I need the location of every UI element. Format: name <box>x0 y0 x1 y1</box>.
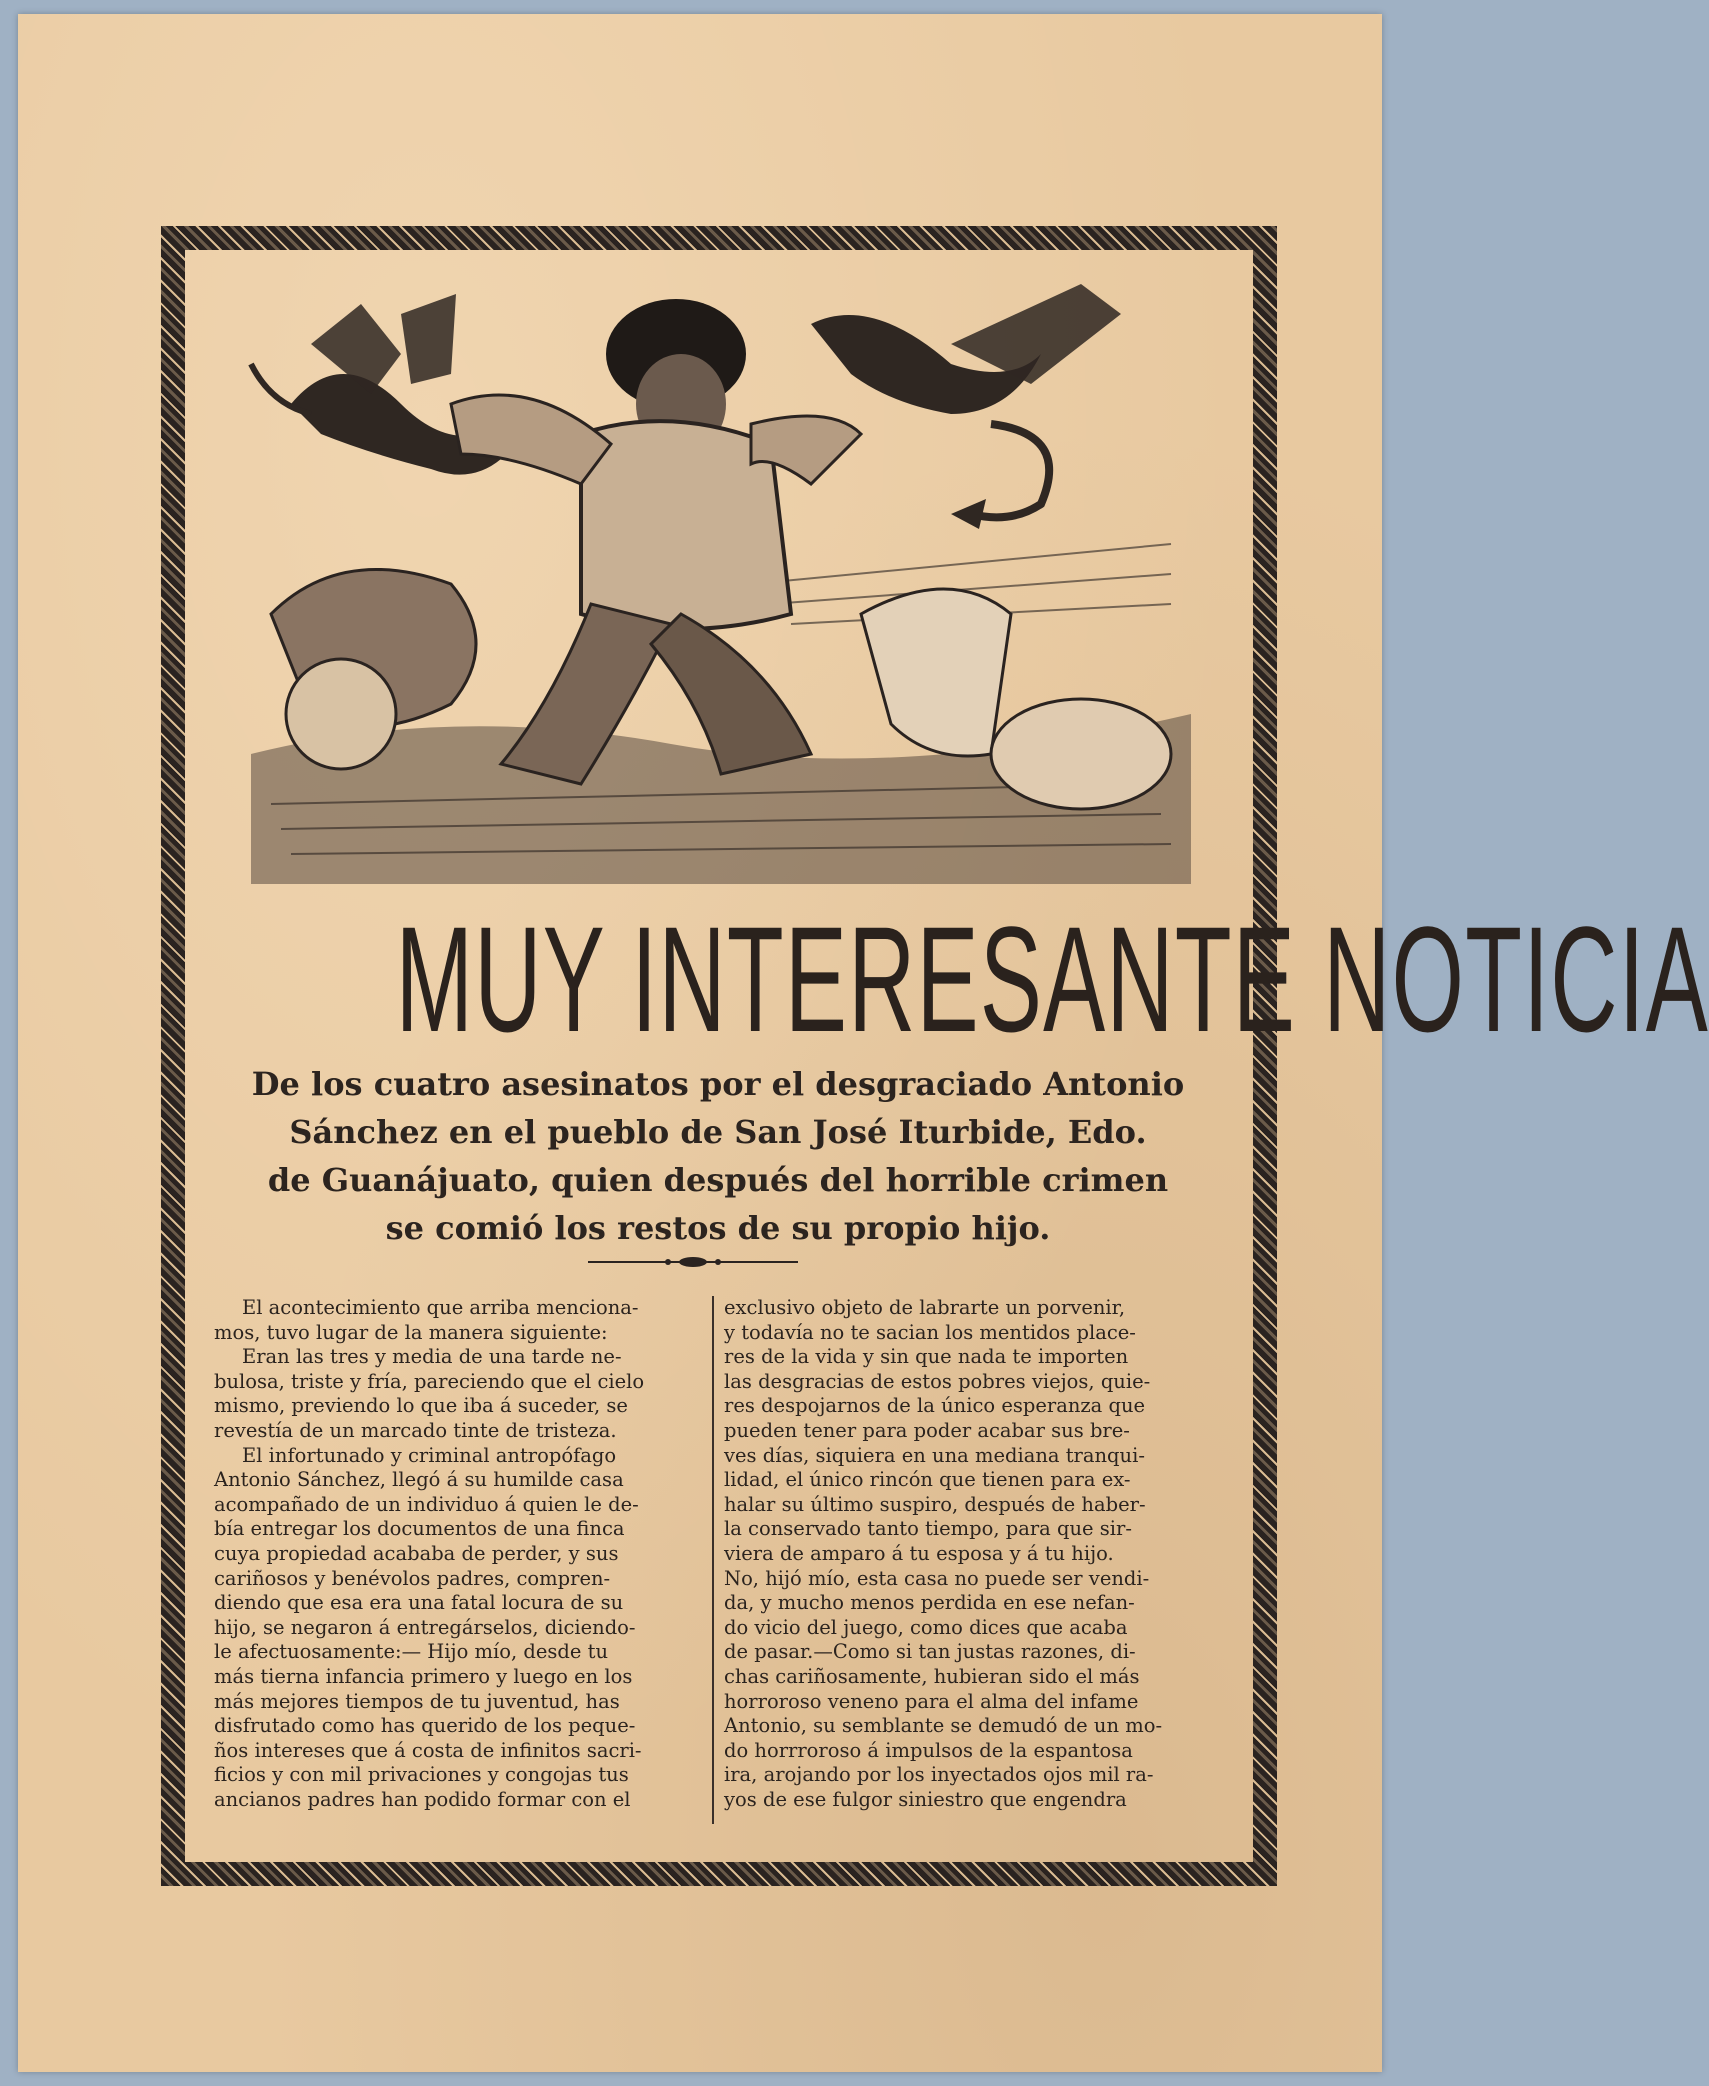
text-line: de pasar.—Como si tan justas razones, di- <box>724 1640 1136 1664</box>
text-line: hijo, se negaron á entregárselos, diciendo- <box>214 1615 636 1639</box>
text-line: bulosa, triste y fría, pareciendo que el cielo <box>214 1369 645 1393</box>
text-line: acompañado de un individuo á quien le de- <box>214 1492 639 1516</box>
text-line: revestía de un marcado tinte de tristeza. <box>214 1418 617 1442</box>
page-title: MUY INTERESANTE NOTICIA <box>395 895 1709 1063</box>
text-line: cuya propiedad acababa de perder, y sus <box>214 1541 619 1565</box>
text-line: más mejores tiempos de tu juventud, has <box>214 1689 620 1713</box>
text-line: Eran las tres y media de una tarde ne- <box>242 1345 622 1369</box>
text-line: mismo, previendo lo que iba á suceder, se <box>214 1394 628 1418</box>
text-line: halar su último suspiro, después de haber- <box>724 1492 1146 1516</box>
text-line: Antonio, su semblante se demudó de un mo- <box>724 1714 1163 1738</box>
text-line: ira, arojando por los inyectados ojos mil ra- <box>724 1763 1154 1787</box>
article-column-left <box>214 1296 702 1812</box>
text-line: chas cariñosamente, hubieran sido el más <box>724 1664 1140 1688</box>
subtitle-line: Sánchez en el pueblo de San José Iturbide, Edo. <box>289 1113 1147 1151</box>
text-line: la conservado tanto tiempo, para que sir- <box>724 1517 1132 1541</box>
broadside-sheet <box>18 14 1709 2072</box>
text-line: cariñosos y benévolos padres, compren- <box>214 1566 611 1590</box>
text-line: No, hijó mío, esta casa no puede ser vendi- <box>724 1566 1150 1590</box>
text-line: mos, tuvo lugar de la manera siguiente: <box>214 1320 608 1344</box>
text-line: El acontecimiento que arriba menciona- <box>242 1296 639 1319</box>
text-line: ños intereses que á costa de infinitos sacri- <box>214 1738 642 1762</box>
text-line: do horrroroso á impulsos de la espantosa <box>724 1738 1133 1762</box>
text-line: ves días, siquiera en una mediana tranqui- <box>724 1443 1145 1467</box>
subtitle-line: se comió los restos de su propio hijo. <box>385 1209 1051 1247</box>
woodcut-illustration-icon <box>251 284 1191 884</box>
column-rule <box>712 1296 714 1824</box>
text-line: bía entregar los documentos de una finca <box>214 1517 625 1541</box>
text-line: viera de amparo á tu esposa y á tu hijo. <box>724 1541 1114 1565</box>
text-line: Antonio Sánchez, llegó á su humilde casa <box>214 1468 624 1492</box>
text-line: y todavía no te sacian los mentidos place- <box>724 1320 1136 1344</box>
text-line: da, y mucho menos perdida en ese nefan- <box>724 1591 1135 1615</box>
text-line: lidad, el único rincón que tienen para ex- <box>724 1468 1131 1492</box>
text-line: yos de ese fulgor siniestro que engendra <box>724 1787 1127 1811</box>
text-line: las desgracias de estos pobres viejos, quie- <box>724 1369 1151 1393</box>
text-line: ancianos padres han podido formar con el <box>214 1787 631 1811</box>
text-line: le afectuosamente:— Hijo mío, desde tu <box>214 1640 609 1664</box>
subtitle <box>208 1060 1228 1252</box>
text-line: pueden tener para poder acabar sus bre- <box>724 1418 1130 1442</box>
text-line: diendo que esa era una fatal locura de su <box>214 1591 624 1615</box>
text-line: más tierna infancia primero y luego en los <box>214 1664 633 1688</box>
article-column-right <box>724 1296 1212 1812</box>
text-line: exclusivo objeto de labrarte un porvenir, <box>724 1296 1126 1319</box>
subtitle-line: De los cuatro asesinatos por el desgraciado Antonio <box>251 1065 1185 1103</box>
text-line: El infortunado y criminal antropófago <box>242 1443 617 1467</box>
text-line: disfrutado como has querido de los peque- <box>214 1714 636 1738</box>
subtitle-line: de Guanájuato, quien después del horrible crimen <box>267 1161 1169 1199</box>
text-line: res despojarnos de la único esperanza que <box>724 1394 1146 1418</box>
text-line: ficios y con mil privaciones y congojas tus <box>214 1763 629 1787</box>
text-line: do vicio del juego, como dices que acaba <box>724 1615 1128 1639</box>
ornament-divider <box>588 1254 798 1270</box>
text-line: horroroso veneno para el alma del infame <box>724 1689 1139 1713</box>
text-line: res de la vida y sin que nada te importen <box>724 1345 1129 1369</box>
